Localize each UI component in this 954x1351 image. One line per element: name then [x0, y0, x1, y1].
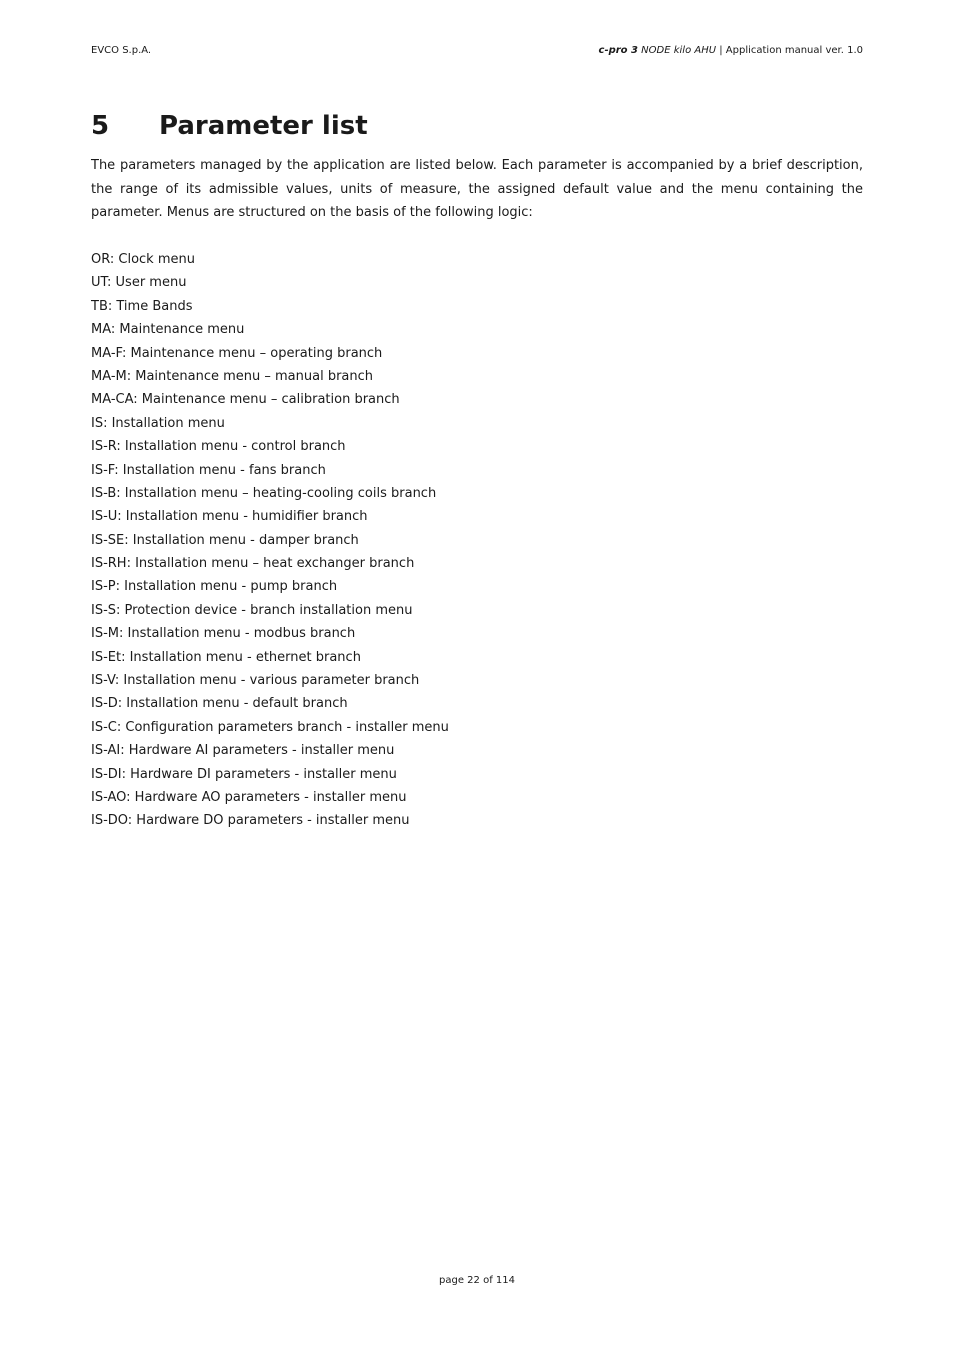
- list-item: IS-R: Installation menu - control branch: [91, 439, 346, 455]
- list-item: MA: Maintenance menu: [91, 322, 245, 338]
- list-item: IS-D: Installation menu - default branch: [91, 696, 348, 712]
- list-item: IS-C: Configuration parameters branch - installer menu: [91, 719, 449, 735]
- section-title: Parameter list: [159, 111, 368, 141]
- list-item: IS-RH: Installation menu – heat exchanger branch: [91, 556, 415, 572]
- list-item: MA-CA: Maintenance menu – calibration branch: [91, 392, 400, 408]
- list-item: IS-SE: Installation menu - damper branch: [91, 532, 359, 548]
- list-item: IS-U: Installation menu - humidifier branch: [91, 509, 368, 525]
- header-company: EVCO S.p.A.: [91, 45, 152, 56]
- list-item: IS-F: Installation menu - fans branch: [91, 462, 326, 478]
- list-item: IS-Et: Installation menu - ethernet branch: [91, 649, 361, 665]
- list-item: IS-B: Installation menu – heating-cooling coils branch: [91, 485, 437, 501]
- header-manual-version: | Application manual ver. 1.0: [716, 45, 863, 56]
- section-heading: [91, 108, 368, 144]
- list-item: IS-AO: Hardware AO parameters - installer menu: [91, 789, 407, 805]
- header-product-variant: NODE kilo AHU: [638, 45, 717, 56]
- list-item: IS: Installation menu: [91, 415, 225, 431]
- page-number: page 22 of 114: [439, 1275, 515, 1286]
- menu-list: [91, 248, 449, 833]
- list-item: IS-DI: Hardware DI parameters - installer menu: [91, 766, 397, 782]
- list-item: TB: Time Bands: [91, 298, 193, 314]
- list-item: IS-S: Protection device - branch installation menu: [91, 602, 413, 618]
- list-item: IS-DO: Hardware DO parameters - installer menu: [91, 813, 410, 829]
- header-product-name: c-pro 3: [598, 45, 638, 56]
- header-document-info: [599, 44, 863, 58]
- list-item: MA-F: Maintenance menu – operating branch: [91, 345, 383, 361]
- list-item: MA-M: Maintenance menu – manual branch: [91, 368, 374, 384]
- list-item: OR: Clock menu: [91, 252, 195, 267]
- list-item: IS-M: Installation menu - modbus branch: [91, 626, 356, 642]
- list-item: IS-AI: Hardware AI parameters - installer menu: [91, 743, 395, 759]
- section-number: 5: [91, 111, 110, 141]
- list-item: IS-P: Installation menu - pump branch: [91, 579, 338, 595]
- list-item: IS-V: Installation menu - various parameter branch: [91, 673, 420, 689]
- intro-paragraph: The parameters managed by the application are listed below. Each parameter is accompanied by a brief description, the range of its admissible values, units of measure, the assigned default value and the menu containing the parameter. Menus are structured on the basis of the following logic:: [91, 158, 863, 220]
- list-item: UT: User menu: [91, 275, 187, 291]
